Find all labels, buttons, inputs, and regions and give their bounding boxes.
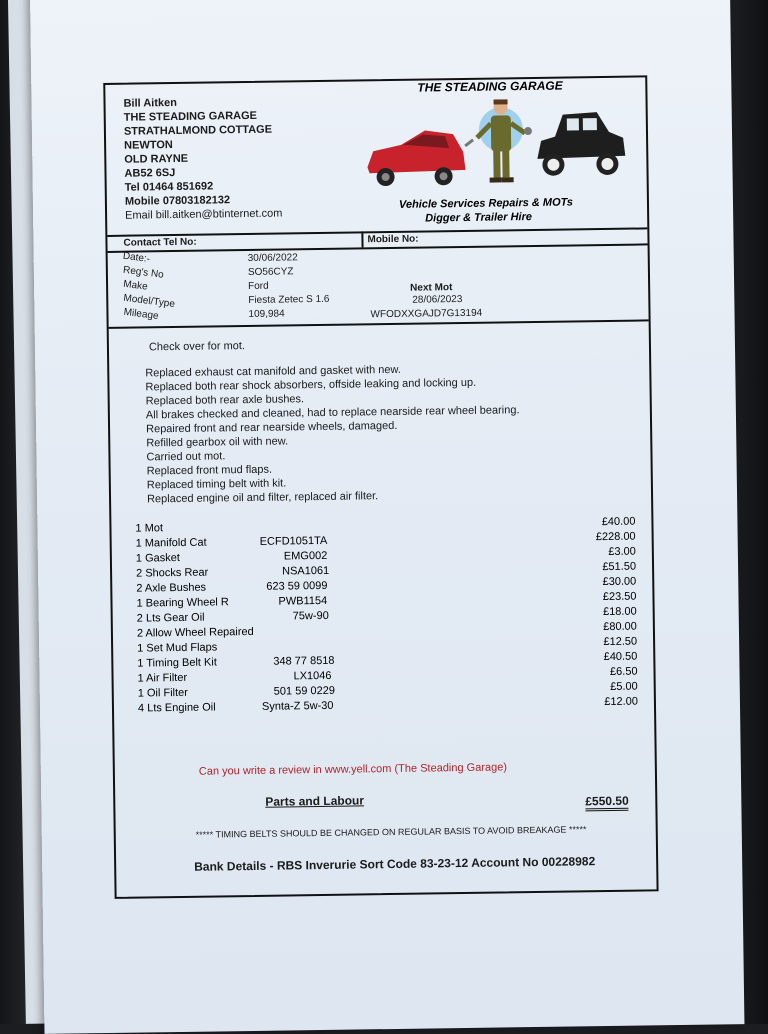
address-line: AB52 6SJ bbox=[124, 166, 176, 180]
part-price: £40.00 bbox=[601, 515, 636, 529]
total-label: Parts and Labour bbox=[265, 793, 365, 809]
vin-value: WFODXXGAJD7G13194 bbox=[370, 307, 483, 321]
work-line: Replaced both rear axle bushes. bbox=[145, 393, 305, 408]
part-price: £228.00 bbox=[595, 530, 636, 544]
date-value: 30/06/2022 bbox=[247, 252, 298, 264]
part-item: 4 Lts Engine Oil bbox=[137, 701, 216, 715]
email-line: Email bill.aitken@btinternet.com bbox=[125, 207, 283, 222]
divider bbox=[109, 319, 649, 329]
mobile-label: Mobile No: bbox=[367, 233, 419, 246]
part-code: Synta-Z 5w-30 bbox=[261, 699, 334, 713]
vintage-car-icon bbox=[537, 112, 626, 176]
part-price: £40.50 bbox=[603, 650, 638, 664]
timing-belt-note: ***** TIMING BELTS SHOULD BE CHANGED ON REGULAR BASIS TO AVOID BREAKAGE ***** bbox=[195, 824, 587, 840]
address-line: Bill Aitken bbox=[123, 96, 178, 110]
divider bbox=[361, 231, 363, 247]
part-price: £5.00 bbox=[610, 680, 638, 693]
work-line: Replaced timing belt with kit. bbox=[146, 477, 287, 492]
next-mot-label: Next Mot bbox=[410, 282, 453, 294]
part-item: 1 Timing Belt Kit bbox=[137, 656, 217, 670]
review-request: Can you write a review in www.yell.com (The Steading Garage) bbox=[198, 761, 508, 778]
part-price: £3.00 bbox=[608, 545, 636, 558]
part-code: ECFD1051TA bbox=[259, 534, 328, 548]
invoice-paper bbox=[30, 0, 744, 1034]
date-label: Date:- bbox=[122, 250, 151, 266]
part-code: NSA1061 bbox=[282, 564, 330, 578]
part-item: 1 Air Filter bbox=[137, 671, 188, 685]
phone-line: Tel 01464 851692 bbox=[124, 180, 214, 194]
work-line: Replaced front mud flaps. bbox=[146, 463, 273, 478]
part-code: 501 59 0229 bbox=[273, 684, 336, 698]
work-line: Replaced exhaust cat manifold and gasket with new. bbox=[145, 363, 401, 380]
part-code: EMG002 bbox=[283, 549, 328, 563]
work-line: Refilled gearbox oil with new. bbox=[146, 435, 289, 450]
work-line: Carried out mot. bbox=[146, 450, 226, 464]
work-line: All brakes checked and cleaned, had to replace nearside rear wheel bearing. bbox=[145, 404, 520, 422]
part-item: 2 Axle Bushes bbox=[136, 581, 207, 595]
part-code: LX1046 bbox=[293, 669, 332, 683]
part-item: 1 Manifold Cat bbox=[135, 536, 207, 550]
garage-logo-illustration bbox=[360, 92, 631, 196]
part-item: 1 Mot bbox=[135, 522, 164, 535]
mileage-label: Mileage bbox=[122, 306, 160, 323]
model-label: Model/Type bbox=[122, 292, 176, 311]
total-value: £550.50 bbox=[585, 794, 629, 812]
work-line: Repaired front and rear nearside wheels, damaged. bbox=[146, 419, 398, 436]
part-price: £12.50 bbox=[603, 635, 638, 649]
part-code: PWB1154 bbox=[278, 594, 328, 608]
tagline-services: Vehicle Services Repairs & MOTs bbox=[398, 196, 574, 211]
work-line: Check over for mot. bbox=[148, 340, 246, 354]
part-item: 2 Allow Wheel Repaired bbox=[136, 625, 254, 640]
part-price: £18.00 bbox=[602, 605, 637, 619]
part-item: 1 Bearing Wheel R bbox=[136, 596, 229, 610]
part-item: 1 Gasket bbox=[135, 551, 181, 565]
part-price: £51.50 bbox=[602, 560, 637, 574]
part-item: 1 Oil Filter bbox=[137, 686, 188, 700]
part-price: £80.00 bbox=[603, 620, 637, 634]
contact-label: Contact Tel No: bbox=[123, 236, 197, 249]
address-line: THE STEADING GARAGE bbox=[123, 109, 258, 124]
address-line: NEWTON bbox=[124, 139, 173, 152]
next-mot-value: 28/06/2023 bbox=[412, 293, 463, 306]
part-price: £23.50 bbox=[602, 590, 637, 604]
address-line: STRATHALMOND COTTAGE bbox=[123, 123, 273, 138]
reg-label: Reg's No bbox=[122, 264, 165, 281]
part-price: £6.50 bbox=[609, 665, 638, 678]
model-value: Fiesta Zetec S 1.6 bbox=[248, 293, 330, 306]
mobile-line: Mobile 07803182132 bbox=[124, 194, 231, 208]
mechanic-icon bbox=[465, 99, 533, 183]
work-line: Replaced engine oil and filter, replaced air filter. bbox=[146, 490, 379, 506]
bank-details: Bank Details - RBS Inverurie Sort Code 83-23-12 Account No 00228982 bbox=[194, 854, 596, 874]
red-car-icon bbox=[367, 130, 466, 186]
invoice-frame bbox=[103, 75, 658, 899]
part-item: 1 Set Mud Flaps bbox=[137, 641, 218, 655]
part-price: £30.00 bbox=[602, 575, 637, 589]
part-code: 75w-90 bbox=[292, 609, 329, 623]
part-code: 348 77 8518 bbox=[273, 654, 335, 668]
garage-title: THE STEADING GARAGE bbox=[417, 78, 563, 95]
make-value: Ford bbox=[248, 280, 269, 292]
address-line: OLD RAYNE bbox=[124, 152, 189, 166]
work-line: Replaced both rear shock absorbers, offside leaking and locking up. bbox=[145, 376, 477, 394]
part-code: 623 59 0099 bbox=[266, 579, 328, 593]
tagline-hire: Digger & Trailer Hire bbox=[425, 211, 533, 225]
reg-value: SO56CYZ bbox=[247, 266, 294, 278]
part-item: 2 Lts Gear Oil bbox=[136, 611, 205, 625]
part-price: £12.00 bbox=[604, 695, 639, 709]
part-item: 2 Shocks Rear bbox=[136, 566, 209, 580]
make-label: Make bbox=[122, 278, 149, 293]
mileage-value: 109,984 bbox=[248, 308, 285, 320]
